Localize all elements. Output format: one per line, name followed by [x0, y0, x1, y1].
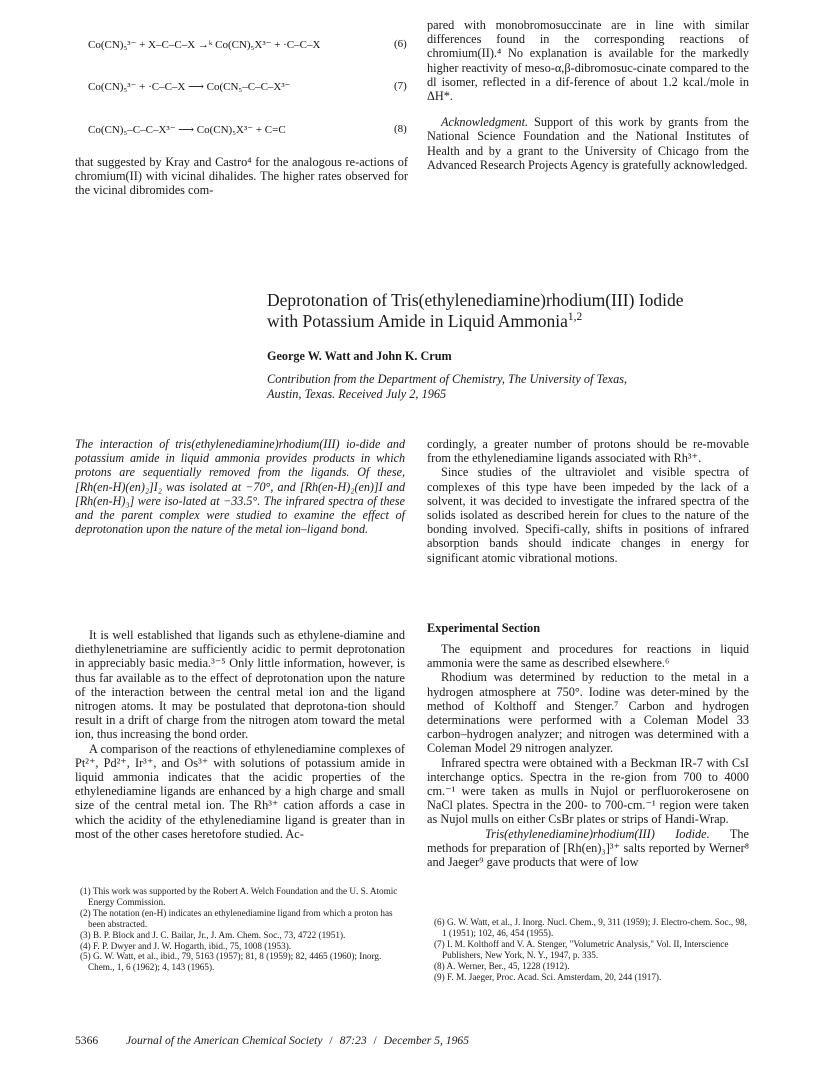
exp-para4	[427, 827, 749, 870]
footnote-3: (3) B. P. Block and J. C. Bailar, Jr., J. Am. Chem. Soc., 73, 4722 (1951).	[80, 929, 346, 940]
left-body-column	[75, 628, 405, 841]
equation-8-text: Co(CN)₅–C–C–X³⁻ ⟶ Co(CN)₅X³⁻ + C=C	[88, 124, 286, 136]
footnote-8: (8) A. Werner, Ber., 45, 1228 (1912).	[434, 960, 570, 971]
equation-8	[88, 123, 408, 141]
article-title-line2: with Potassium Amide in Liquid Ammonia	[267, 311, 568, 331]
abstract: The interaction of tris(ethylenediamine)rhodium(III) io-dide and potassium amide in liquid ammonia provides products in which protons are sequentially removed from the ligands. Of these, [Rh(en-H)(en)₂]I₂ was isolated at −70°, and [Rh(en-H)₂(en)]I and [Rh(en-H)₃] were iso-lated at −33.5°. The infrared spectra of these and the parent complex were studied to examine the effect of deprotonation upon the nature of the metal ion–ligand bond.	[75, 437, 405, 537]
exp-para1: The equipment and procedures for reactions in liquid ammonia were the same as described elsewhere.⁶	[427, 642, 749, 671]
right-col-para2: Since studies of the ultraviolet and visible spectra of complexes of this type have been impeded by the lack of a solvent, it was decided to investigate the infrared spectra of the solids isolated as described herein for clues to the nature of the bonding involved. Specifi-cally, shifts in positions of infrared absorption bands should indicate changes in energy for significant atomic vibrational motions.	[427, 465, 749, 565]
body-left-para2: A comparison of the reactions of ethylenediamine complexes of Pt²⁺, Pd²⁺, Ir³⁺, and Os³⁺ with solutions of potassium amide in liquid ammonia indicates that the acidic properties of the ethylenediamine ligands are enhanced by a high charge and small size of the central metal ion. The Rh³⁺ cation affords a case in which the acidity of the ethylenediamine ligand is greater than in most of the other cases heretofore studied. Ac-	[75, 741, 405, 841]
right-col-intro: cordingly, a greater number of protons should be re-movable from the ethylenediamine ligands associated with Rh³⁺.	[427, 437, 749, 466]
article-title	[267, 290, 757, 332]
top-right-paragraph: pared with monobromosuccinate are in line with similar differences found in the corresponding reactions of chromium(II).⁴ No explanation is available for the markedly higher reactivity of meso-α,β-dibromosuc-cinate compared to the dl isomer, reflected in a dif-ference of about 1.2 kcal./mole in ΔH*.	[427, 18, 749, 104]
article-affiliation	[267, 372, 757, 401]
affiliation-line1: Contribution from the Department of Chemistry, The University of Texas,	[267, 372, 628, 386]
acknowledgment-text: Support of this work by grants from the National Science Foundation and the National Institutes of Health and by a grant to the University of Chicago from the Advanced Research Projects Agency is gratefully acknowledged.	[427, 115, 749, 172]
body-left-para1: It is well established that ligands such as ethylene-diamine and diethylenetriamine are sufficiently acidic to permit deprotonation in appreciably basic media.³⁻⁵ Only little information, however, is thus far available as to the effect of deprotonation upon the nature of the interaction between the central metal ion and the ligand nitrogen atoms. It may be postulated that deprotona-tion should result in a drift of charge from the nitrogen atom toward the metal ion, thus increasing the bond order.	[75, 628, 405, 742]
footnote-1: (1) This work was supported by the Robert A. Welch Foundation and the U. S. Atomic Energy Commission.	[80, 886, 398, 907]
top-left-continuation: that suggested by Kray and Castro⁴ for the analogous re-actions of chromium(II) with vicinal dihalides. The higher rates observed for the vicinal dibromides com-	[75, 155, 408, 198]
experimental-body	[427, 642, 749, 869]
journal-volume: 87:23	[339, 1034, 367, 1047]
exp-para4-text: The methods for preparation of [Rh(en)₃]³⁺ salts reported by Werner⁸ and Jaeger⁹ gave products that were of low	[427, 826, 749, 870]
footnote-5: (5) G. W. Watt, et al., ibid., 79, 5163 (1957); 81, 8 (1959); 82, 4465 (1960); Inorg. Chem., 1, 6 (1962); 4, 143 (1965).	[80, 951, 382, 973]
equation-8-number: (8)	[394, 123, 407, 135]
top-right-column	[427, 18, 749, 172]
footnote-6: (6) G. W. Watt, et al., J. Inorg. Nucl. Chem., 9, 311 (1959); J. Electro-chem. Soc., 98, 1 (1951); 102, 46, 454 (1955).	[434, 917, 747, 938]
footnote-2: (2) The notation (en-H) indicates an ethylenediamine ligand from which a proton has been abstracted.	[80, 907, 393, 929]
footnote-4: (4) F. P. Dwyer and J. W. Hogarth, ibid., 75, 1008 (1953).	[80, 940, 292, 951]
footnote-7: (7) I. M. Kolthoff and V. A. Stenger, "Volumetric Analysis," Vol. II, Interscience Publishers, New York, N. Y., 1947, p. 335.	[434, 938, 729, 960]
equation-6-number: (6)	[394, 38, 407, 50]
equation-7	[88, 80, 408, 98]
exp-para3: Infrared spectra were obtained with a Beckman IR-7 with CsI interchange optics. Spectra in the re-gion from 700 to 4000 cm.⁻¹ were taken as mulls in Nujol or perfluorokerosene on NaCl plates. Spectra in the 200- to 700-cm.⁻¹ region were taken as Nujol mulls on either CsBr plates or strips of Handi-Wrap.	[427, 755, 749, 827]
exp-para2: Rhodium was determined by reduction to the metal in a hydrogen atmosphere at 750°. Iodine was deter-mined by the method of Kolthoff and Stenger.⁷ Carbon and hydrogen determinations were performed with a Coleman Model 33 carbon–hydrogen analyzer; and nitrogen was determined with a Coleman Model 29 nitrogen analyzer.	[427, 670, 749, 756]
footnotes-right	[434, 917, 749, 982]
equation-7-text: Co(CN)₅³⁻ + ·C–C–X ⟶ Co(CN₅–C–C–X³⁻	[88, 81, 291, 93]
article-authors: George W. Watt and John K. Crum	[267, 349, 452, 363]
footnote-9: (9) F. M. Jaeger, Proc. Acad. Sci. Amsterdam, 20, 244 (1917).	[434, 971, 662, 982]
footer-separator-2: /	[373, 1034, 377, 1047]
experimental-heading: Experimental Section	[427, 621, 541, 635]
footer-separator-1: /	[329, 1034, 333, 1047]
page-number: 5366	[75, 1034, 99, 1047]
equation-6-text: Co(CN)₅³⁻ + X–C–C–X →ᵏ Co(CN)₅X³⁻ + ·C–C–X	[88, 39, 321, 51]
journal-name: Journal of the American Chemical Society	[126, 1034, 323, 1047]
equation-6	[88, 38, 408, 56]
exp-para4-label: Tris(ethylenediamine)rhodium(III) Iodide.	[485, 826, 710, 841]
journal-date: December 5, 1965	[383, 1034, 469, 1047]
article-title-footnote-refs: 1,2	[567, 311, 583, 324]
article-title-line1: Deprotonation of Tris(ethylenediamine)rhodium(III) Iodide	[267, 290, 684, 310]
footnotes-left	[80, 886, 405, 973]
affiliation-line2: Austin, Texas. Received July 2, 1965	[267, 386, 447, 401]
acknowledgment	[427, 115, 749, 172]
acknowledgment-label: Acknowledgment.	[441, 115, 529, 130]
page-footer	[75, 1034, 755, 1047]
right-column-upper	[427, 437, 749, 565]
equation-7-number: (7)	[394, 80, 407, 92]
